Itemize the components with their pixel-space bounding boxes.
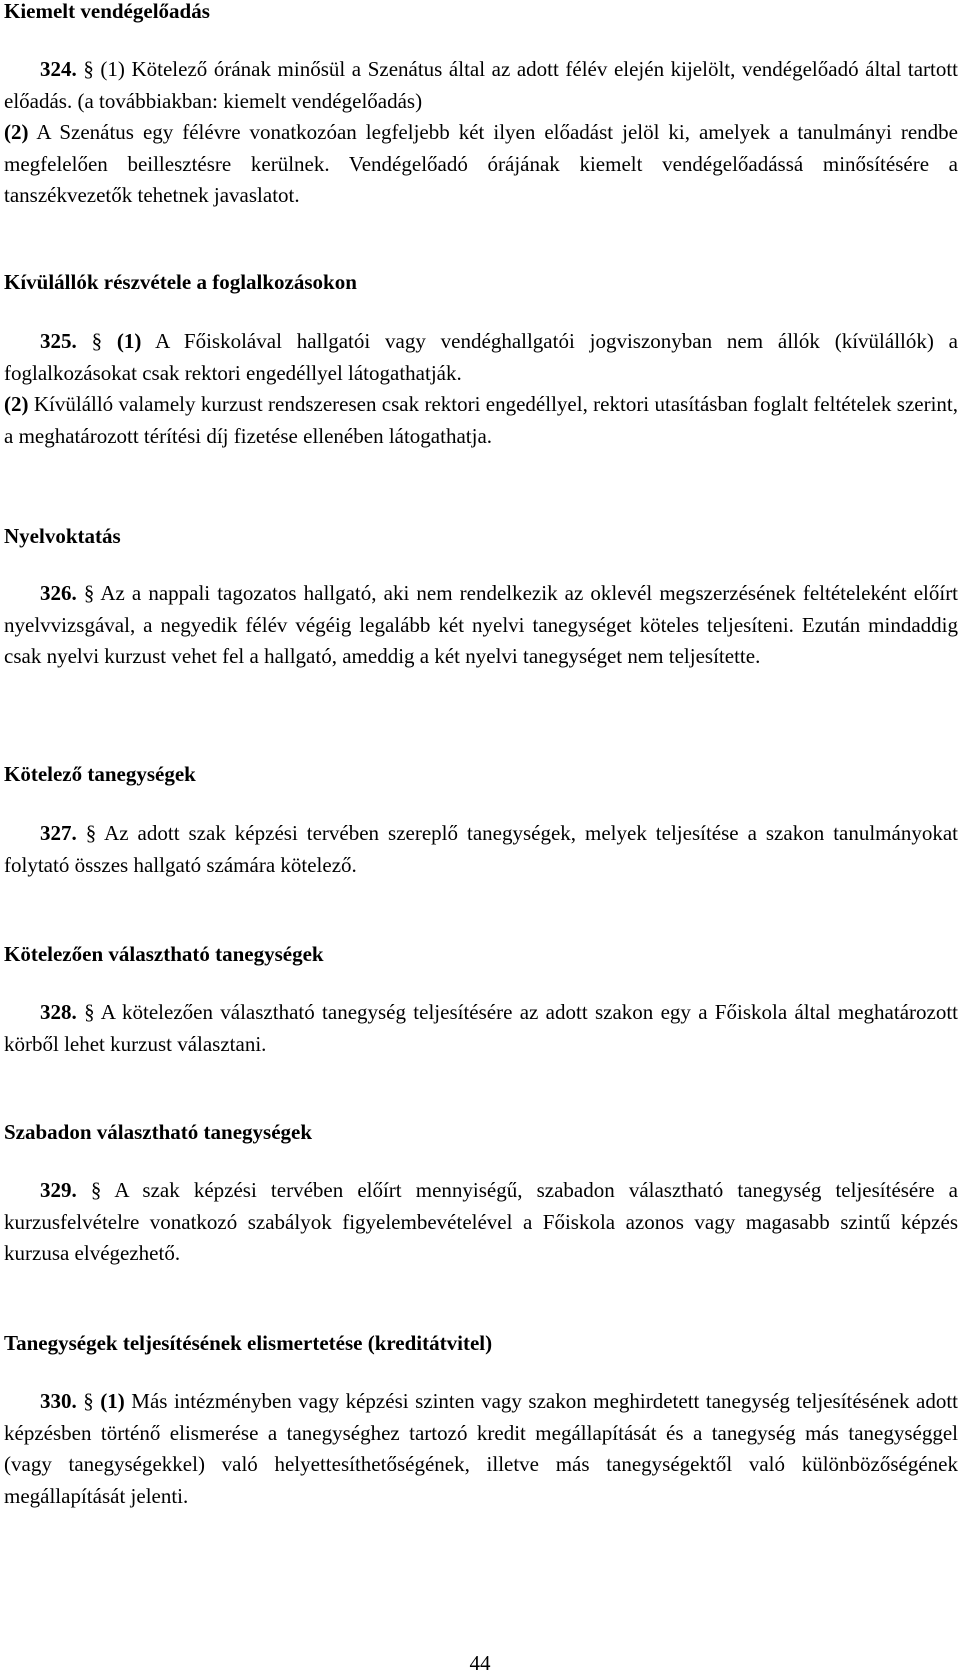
article-number: 328.	[40, 1000, 77, 1024]
paragraph	[4, 389, 958, 452]
section-heading: Tanegységek teljesítésének elismertetése (kreditátvitel)	[4, 1331, 493, 1355]
section-324	[4, 0, 958, 27]
paragraph-label: (1)	[116, 329, 142, 353]
section-sign: §	[85, 821, 97, 845]
article-number: 324.	[40, 57, 77, 81]
paragraph-text: A szak képzési tervében előírt mennyiségű, szabadon választható tanegység teljesítésére a kurzusfelvételre vonatkozó szabályok figyelembevételével a Főiskola azonos vagy magasabb szintű képzés kurzusa elvégezhető.	[4, 1178, 958, 1265]
paragraph	[4, 117, 958, 212]
article-329	[4, 1175, 958, 1270]
paragraph-text: A Szenátus egy félévre vonatkozóan legfeljebb két ilyen előadást jelöl ki, amelyek a tanulmányi rendbe megfelelően beillesztésre kerülnek. Vendégelőadó órájának kiemelt vendégelőadássá minősítésére a tanszékvezetők tehetnek javaslatot.	[4, 120, 958, 207]
section-326-heading-block	[4, 520, 958, 552]
section-heading: Szabadon választható tanegységek	[4, 1120, 313, 1144]
section-328-heading-block	[4, 938, 958, 970]
paragraph-text: Kívülálló valamely kurzust rendszeresen csak rektori engedéllyel, rektori utasításban foglalt feltételek szerint, a meghatározott térítési díj fizetése ellenében látogathatja.	[4, 392, 959, 448]
paragraph-text: Az adott szak képzési tervében szereplő tanegységek, melyek teljesítése a szakon tanulmányokat folytató összes hallgató számára kötelező.	[4, 821, 958, 877]
page-number: 44	[469, 1651, 491, 1675]
section-heading: Kiemelt vendégelőadás	[4, 0, 210, 23]
paragraph-text: Más intézményben vagy képzési szinten vagy szakon meghirdetett tanegység teljesítésének adott képzésben történő elismerése a tanegységhez tartozó kredit megállapítását és a tanegység más tanegységgel (vagy tanegységekkel) való helyettesíthetőségének, illetve más tanegységektől való különbözőségének megállapítását jelenti.	[4, 1389, 958, 1508]
article-324	[4, 54, 958, 212]
section-327-heading-block	[4, 758, 958, 790]
article-number: 325.	[40, 329, 77, 353]
section-sign: §	[90, 1178, 102, 1202]
section-heading: Kívülállók részvétele a foglalkozásokon	[4, 270, 357, 294]
paragraph	[4, 1175, 958, 1270]
section-329-heading-block	[4, 1116, 958, 1148]
paragraph-label: (1)	[100, 57, 125, 81]
section-sign: §	[91, 329, 103, 353]
article-number: 330.	[40, 1389, 77, 1413]
paragraph-text: A Főiskolával hallgatói vagy vendéghallgatói jogviszonyban nem állók (kívülállók) a foglalkozásokat csak rektori engedéllyel látogathatják.	[4, 329, 959, 385]
paragraph	[4, 326, 958, 389]
section-sign: §	[83, 57, 94, 81]
paragraph-text: A kötelezően választható tanegység teljesítésére az adott szakon egy a Főiskola által meghatározott körből lehet kurzust választani.	[4, 1000, 959, 1056]
article-327	[4, 818, 958, 881]
article-330	[4, 1386, 958, 1512]
section-330-heading-block	[4, 1327, 958, 1359]
paragraph-label: (1)	[100, 1389, 125, 1413]
article-number: 327.	[40, 821, 77, 845]
paragraph-text: Az a nappali tagozatos hallgató, aki nem rendelkezik az oklevél megszerzésének feltételeként előírt nyelvvizsgával, a negyedik félév végéig legalább két nyelvi tanegységet köteles teljesíteni. Ezután mindaddig csak nyelvi kurzust vehet fel a hallgató, ameddig a két nyelvi tanegységet nem teljesítette.	[4, 581, 959, 668]
article-328	[4, 997, 958, 1060]
paragraph	[4, 54, 958, 117]
paragraph-label: (2)	[4, 120, 29, 144]
article-number: 329.	[40, 1178, 77, 1202]
section-sign: §	[84, 1000, 95, 1024]
paragraph	[4, 818, 958, 881]
paragraph-text: Kötelező órának minősül a Szenátus által az adott félév elején kijelölt, vendégelőadó által tartott előadás. (a továbbiakban: kiemelt vendégelőadás)	[4, 57, 959, 113]
section-heading: Kötelező tanegységek	[4, 762, 196, 786]
paragraph	[4, 578, 958, 673]
paragraph	[4, 1386, 958, 1512]
paragraph-label: (2)	[4, 392, 29, 416]
section-heading: Nyelvoktatás	[4, 524, 121, 548]
section-sign: §	[83, 1389, 94, 1413]
article-number: 326.	[40, 581, 77, 605]
article-326	[4, 578, 958, 673]
section-sign: §	[83, 581, 95, 605]
section-heading: Kötelezően választható tanegységek	[4, 942, 324, 966]
article-325	[4, 326, 958, 452]
paragraph	[4, 997, 958, 1060]
section-325-heading-block	[4, 266, 958, 298]
